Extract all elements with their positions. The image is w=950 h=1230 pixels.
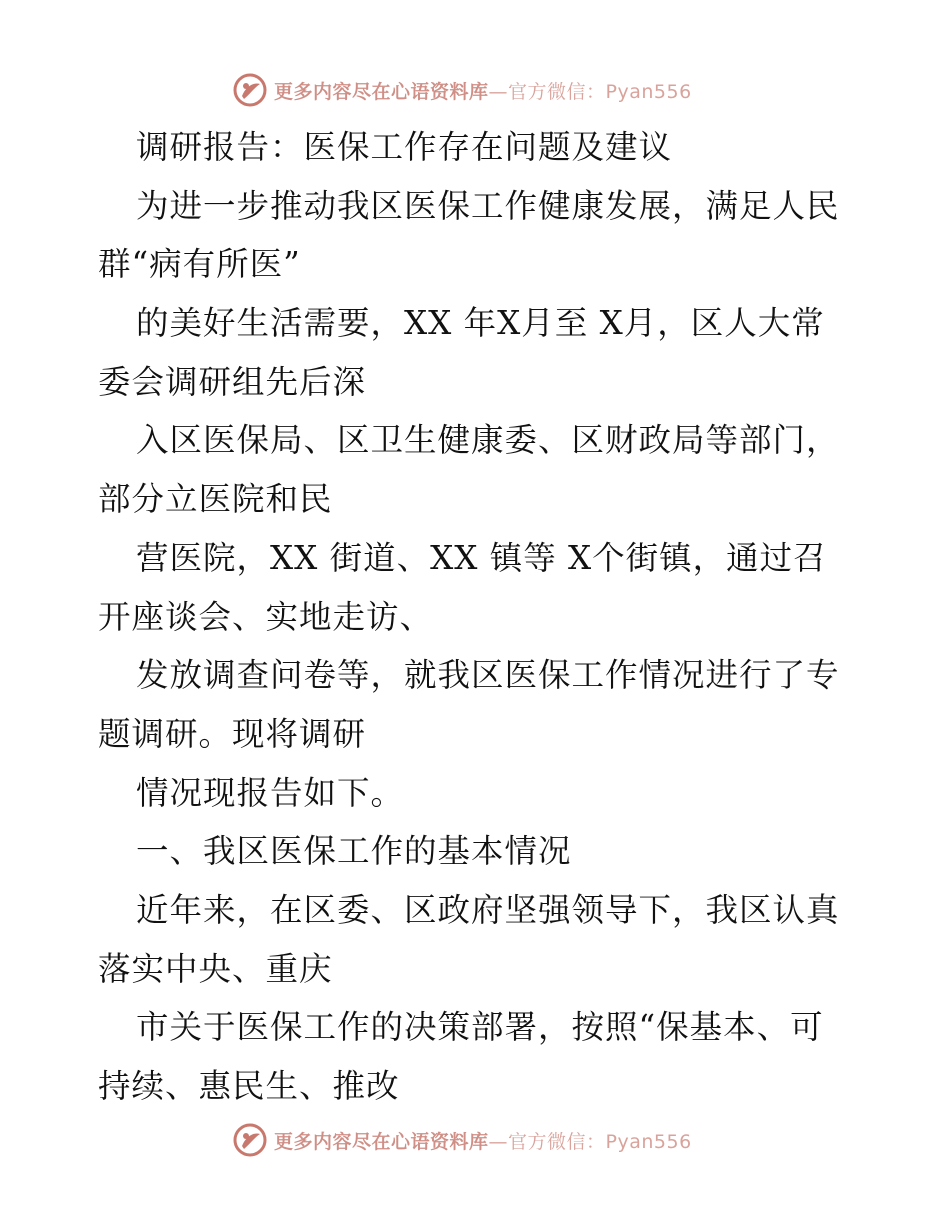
text-line: 近年来，在区委、区政府坚强领导下，我区认真: [136, 890, 840, 929]
text-line: 题调研。现将调研: [98, 714, 367, 753]
text-line: 持续、惠民生、推改: [98, 1067, 400, 1105]
watermark-text: 更多内容尽在心语资料库—官方微信：Pyan556: [274, 1130, 692, 1153]
document-body: [98, 118, 858, 1116]
text-line: 开座谈会、实地走访、: [98, 597, 434, 636]
text-line: 发放调查问卷等，就我区医保工作情况进行了专: [136, 656, 840, 695]
text-line: 落实中央、重庆: [98, 949, 333, 988]
text-line: 市关于医保工作的决策部署，按照“保基本、可: [136, 1008, 824, 1047]
text-line: 部分立医院和民: [98, 480, 333, 519]
text-line: 一、我区医保工作的基本情况: [136, 832, 572, 871]
watermark-text: 更多内容尽在心语资料库—官方微信：Pyan556: [274, 80, 692, 103]
text-line: 情况现报告如下。: [136, 773, 405, 812]
text-line: 的美好生活需要，XX 年X月至 X月，区人大常: [136, 304, 825, 343]
text-line: 群“病有所医”: [98, 245, 301, 284]
watermark-logo-icon: [232, 1122, 268, 1158]
text-line: 入区医保局、区卫生健康委、区财政局等部门，: [136, 421, 840, 460]
document-title: 调研报告：医保工作存在问题及建议: [136, 128, 673, 166]
footer-watermark: [232, 1122, 692, 1158]
watermark-logo-icon: [232, 72, 268, 108]
text-line: 为进一步推动我区医保工作健康发展，满足人民: [136, 186, 840, 225]
header-watermark: [232, 72, 692, 108]
text-line: 委会调研组先后深: [98, 362, 367, 401]
text-line: 营医院，XX 街道、XX 镇等 X个街镇，通过召: [136, 538, 827, 577]
